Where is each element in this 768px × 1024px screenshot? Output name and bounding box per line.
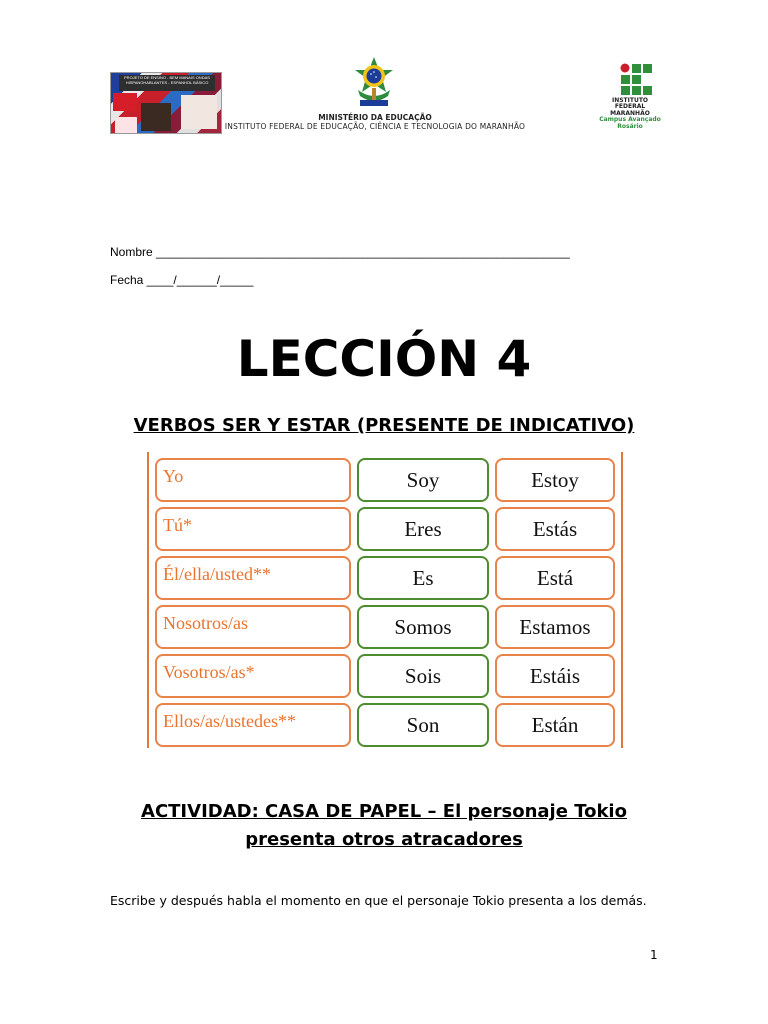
table-row — [149, 556, 621, 602]
if-campus-line: Campus Avançado — [599, 116, 661, 124]
activity-line: ACTIVIDAD: CASA DE PAPEL – El personaje Tokio — [141, 801, 627, 822]
ministry-line: MINISTÉRIO DA EDUCAÇÃO — [318, 113, 432, 122]
page-number: 1 — [650, 948, 658, 962]
if-logo-line: INSTITUTO — [611, 97, 649, 104]
pronoun-cell: Yo — [155, 458, 351, 502]
estar-cell: Está — [495, 556, 615, 600]
brazil-coat-of-arms-icon — [350, 56, 398, 110]
activity-line: presenta otros atracadores — [245, 829, 523, 850]
date-field: Fecha ____/______/_____ — [110, 273, 254, 287]
table-row — [149, 703, 621, 749]
ser-cell: Es — [357, 556, 489, 600]
estar-cell: Estoy — [495, 458, 615, 502]
estar-cell: Estás — [495, 507, 615, 551]
table-row — [149, 458, 621, 504]
ser-cell: Son — [357, 703, 489, 747]
ser-cell: Eres — [357, 507, 489, 551]
ministry-heading — [200, 113, 550, 131]
page-subtitle: VERBOS SER Y ESTAR (PRESENTE DE INDICATIVO) — [133, 415, 635, 436]
instruction-text: Escribe y después habla el momento en que el personaje Tokio presenta a los demás. — [110, 893, 647, 908]
if-logo-line: FEDERAL — [614, 103, 646, 111]
table-row — [149, 605, 621, 651]
pronoun-cell: Vosotros/as* — [155, 654, 351, 698]
estar-cell: Están — [495, 703, 615, 747]
ser-cell: Sois — [357, 654, 489, 698]
pronoun-cell: Él/ella/usted** — [155, 556, 351, 600]
project-logo-text: PROJETO DE ENSINO - BEM MANAIS ONDAS HISPANOHABLANTES - ESPANHOL BÁSICO — [119, 75, 215, 91]
estar-cell: Estamos — [495, 605, 615, 649]
pronoun-cell: Tú* — [155, 507, 351, 551]
name-field: Nombre ______________________________________________________________ — [110, 245, 570, 259]
estar-cell: Estáis — [495, 654, 615, 698]
pronoun-cell: Ellos/as/ustedes** — [155, 703, 351, 747]
if-logo-line: MARANHÃO — [610, 109, 650, 117]
pronoun-cell: Nosotros/as — [155, 605, 351, 649]
table-row — [149, 507, 621, 553]
if-logo-text — [598, 98, 662, 130]
institute-line: INSTITUTO FEDERAL DE EDUCAÇÃO, CIÊNCIA E TECNOLOGIA DO MARANHÃO — [224, 122, 526, 131]
table-row — [149, 654, 621, 700]
page-title: LECCIÓN 4 — [236, 330, 532, 388]
verb-conjugation-table — [147, 452, 623, 748]
activity-heading — [0, 798, 768, 854]
if-campus-line: Rosário — [617, 122, 643, 130]
ser-cell: Somos — [357, 605, 489, 649]
ser-cell: Soy — [357, 458, 489, 502]
